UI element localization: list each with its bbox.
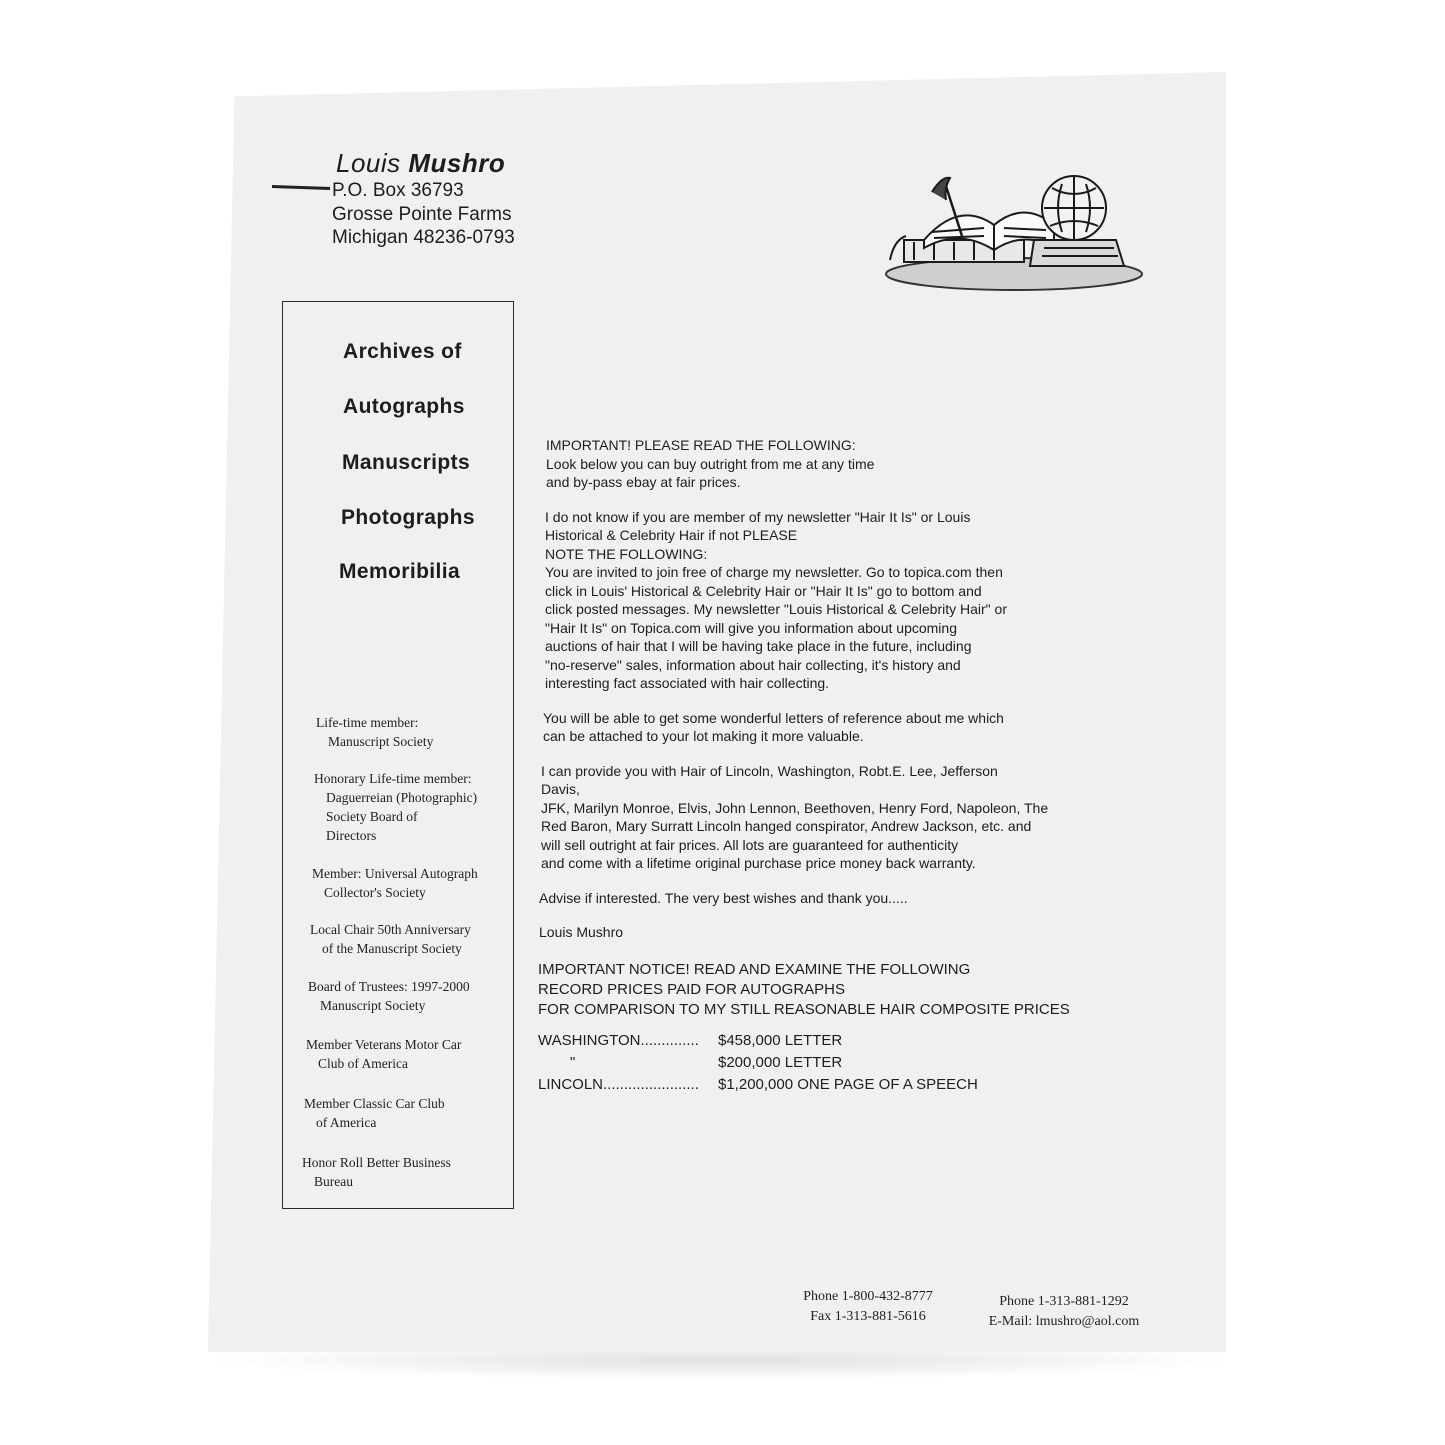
membership-entry: Life-time member: Manuscript Society: [316, 715, 434, 749]
letter-paragraph: I can provide you with Hair of Lincoln, Washington, Robt.E. Lee, Jefferson Davis, JFK, Marilyn Monroe, Elvis, John Lennon, Beethoven, Henry Ford, Napoleon, The Red Baron, Mary Surratt Lincoln hanged conspirator, Andrew Jackson, etc. and will sell outright at fair prices. All lots are guaranteed for authenticity and come with a lifetime original purchase price money back warranty.: [541, 762, 1049, 871]
price-row: WASHINGTON.............. $458,000 LETTER: [538, 1031, 843, 1049]
sidebar-box: [282, 301, 514, 1209]
sidebar-heading: Memoribilia: [339, 560, 461, 583]
letter-paragraph: IMPORTANT! PLEASE READ THE FOLLOWING: Look below you can buy outright from me at any time and by-pass ebay at fair prices.: [546, 437, 875, 490]
letter-body: [538, 436, 1118, 1096]
membership-entry: Honor Roll Better Business Bureau: [302, 1155, 451, 1189]
membership-entry: Honorary Life-time member: Daguerreian (Photographic) Society Board of Directors: [314, 771, 478, 843]
membership-entry: Member Veterans Motor Car Club of America: [306, 1037, 462, 1071]
membership-entry: Board of Trustees: 1997-2000 Manuscript Society: [308, 979, 470, 1013]
sidebar-heading: Autographs: [343, 395, 465, 418]
membership-entry: Local Chair 50th Anniversary of the Manuscript Society: [310, 922, 471, 956]
price-list: [538, 1030, 1118, 1096]
price-row: " $200,000 LETTER: [570, 1053, 843, 1071]
address-line: P.O. Box 36793: [332, 180, 464, 201]
membership-entry: Member: Universal Autograph Collector's Society: [312, 866, 478, 900]
letter-paragraph: I do not know if you are member of my newsletter "Hair It Is" or Louis Historical & Celebrity Hair if not PLEASE NOTE THE FOLLOWING: You are invited to join free of charge my newsletter. Go to topica.com then click in Louis' Historical & Celebrity Hair or "Hair It Is" go to bottom and click posted messages. My newsletter "Louis Historical & Celebrity Hair" or "Hair It Is" on Topica.com will give you information about upcoming auctions of hair that I will be having take place in the future, including "no-reserve" sales, information about hair collecting, it's history and interesting fact associated with hair collecting.: [545, 508, 1007, 691]
footer-contact-right: Phone 1-313-881-1292 E-Mail: lmushro@aol.com: [988, 1294, 1140, 1329]
sidebar-heading: Archives of: [343, 340, 462, 363]
books-globe-illustration: [884, 170, 1154, 294]
sidebar-heading: Manuscripts: [342, 451, 471, 474]
footer-contact-left: Phone 1-800-432-8777 Fax 1-313-881-5616: [803, 1289, 933, 1324]
signature-name: Louis Mushro: [539, 924, 624, 940]
price-notice: IMPORTANT NOTICE! READ AND EXAMINE THE FOLLOWING RECORD PRICES PAID FOR AUTOGRAPHS FOR COMPARISON TO MY STILL REASONABLE HAIR COMPOSITE PRICES: [538, 960, 1070, 1018]
membership-entry: Member Classic Car Club of America: [304, 1096, 445, 1130]
address-line: Michigan 48236-0793: [332, 227, 515, 248]
price-row: LINCOLN....................... $1,200,000 ONE PAGE OF A SPEECH: [538, 1075, 978, 1093]
address-line: Grosse Pointe Farms: [332, 204, 512, 225]
sidebar-heading: Photographs: [341, 506, 475, 529]
letter-paragraph: You will be able to get some wonderful letters of reference about me which can be attached to your lot making it more valuable.: [543, 709, 1004, 744]
letter-paragraph: Advise if interested. The very best wishes and thank you.....: [539, 889, 908, 906]
letterhead-name: Louis Mushro: [336, 148, 506, 178]
